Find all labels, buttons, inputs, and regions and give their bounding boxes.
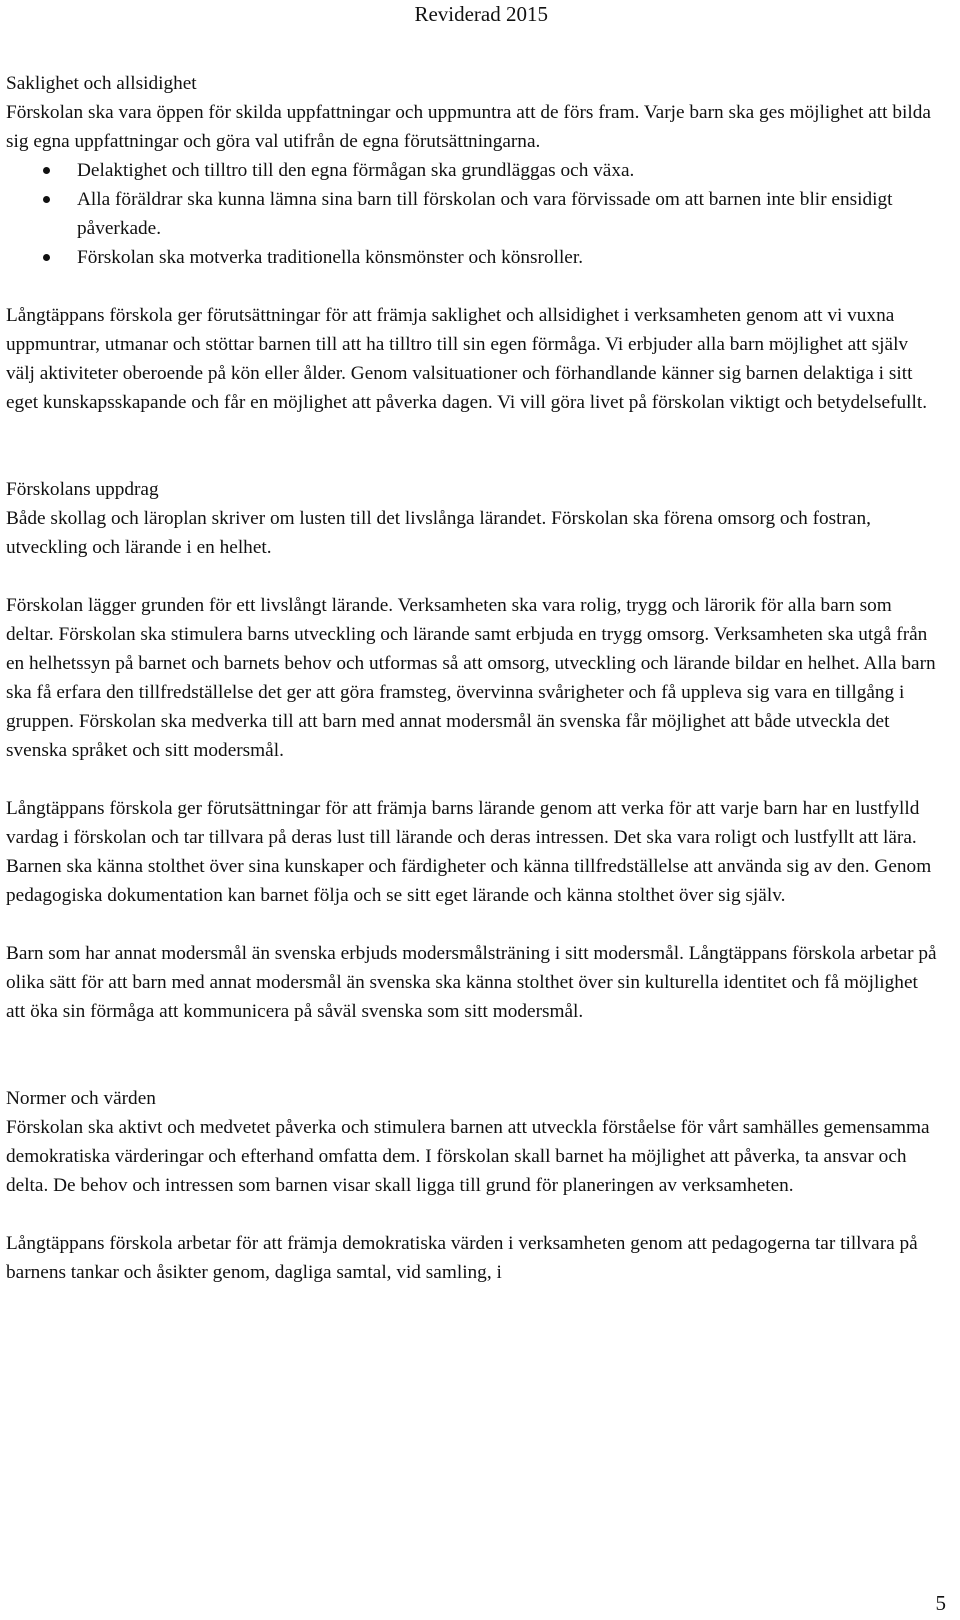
revision-header: Reviderad 2015	[414, 2, 548, 26]
list-item	[6, 156, 941, 185]
spacer	[6, 272, 941, 301]
spacer	[6, 910, 941, 939]
spacer	[6, 562, 941, 591]
list-item-text: Förskolan ska motverka traditionella könsmönster och könsroller.	[77, 247, 584, 268]
spacer	[6, 1200, 941, 1229]
section-heading-uppdrag: Förskolans uppdrag	[6, 479, 159, 500]
paragraph-uppdrag-3: Långtäppans förskola ger förutsättningar för att främja barns lärande genom att verka för att varje barn har en lustfylld vardag i förskolan och tar tillvara på deras lust till lärande och deras intressen. Det ska vara roligt och lustfyllt att lära. Barnen ska känna stolthet över sina kunskaper och färdigheter och känna tillfredställelse att använda sig av den. Genom pedagogiska dokumentation kan barnet följa och se sitt eget lärande och känna stolthet över sig själv.	[6, 798, 932, 906]
page-number: 5	[935, 1591, 946, 1615]
section-heading-saklighet: Saklighet och allsidighet	[6, 73, 197, 94]
list-item-text: Alla föräldrar ska kunna lämna sina barn till förskolan och vara förvissade om att barnen inte blir ensidigt påverkade.	[77, 189, 893, 239]
paragraph-normer-1: Förskolan ska aktivt och medvetet påverka och stimulera barnen att utveckla förståelse för vårt samhälles gemensamma demokratiska värderingar och efterhand omfatta dem. I förskolan skall barnet ha möjlighet att påverka, ta ansvar och delta. De behov och intressen som barnen visar skall ligga till grund för planeringen av verksamheten.	[6, 1117, 930, 1196]
bullet-icon	[43, 167, 50, 174]
bullet-list	[6, 156, 941, 272]
list-item-text: Delaktighet och tilltro till den egna förmågan ska grundläggas och växa.	[77, 160, 635, 181]
section-heading-normer: Normer och värden	[6, 1088, 156, 1109]
paragraph-normer-2: Långtäppans förskola arbetar för att främja demokratiska värden i verksamheten genom att pedagogerna tar tillvara på barnens tankar och åsikter genom, dagliga samtal, vid samling, i	[6, 1233, 918, 1283]
paragraph-uppdrag-2: Förskolan lägger grunden för ett livslångt lärande. Verksamheten ska vara rolig, trygg och lärorik för alla barn som deltar. Förskolan ska stimulera barns utveckling och lärande samt erbjuda en trygg omsorg. Verksamheten ska utgå från en helhetssyn på barnet och barnets behov och utformas så att omsorg, utveckling och lärande bildar en helhet. Alla barn ska få erfara den tillfredställelse det ger att göra framsteg, övervinna svårigheter och få uppleva sig vara en tillgång i gruppen. Förskolan ska medverka till att barn med annat modersmål än svenska får möjlighet att både utveckla det svenska språket och sitt modersmål.	[6, 595, 936, 761]
paragraph-saklighet-intro: Förskolan ska vara öppen för skilda uppfattningar och uppmuntra att de förs fram. Varje barn ska ges möjlighet att bilda sig egna uppfattningar och göra val utifrån de egna förutsättningarna.	[6, 102, 931, 152]
spacer	[6, 765, 941, 794]
page-content	[6, 69, 941, 1287]
bullet-icon	[43, 254, 50, 261]
list-item	[6, 243, 941, 272]
spacer	[6, 1026, 941, 1084]
spacer	[6, 417, 941, 475]
paragraph-uppdrag-1: Både skollag och läroplan skriver om lusten till det livslånga lärandet. Förskolan ska förena omsorg och fostran, utveckling och lärande i en helhet.	[6, 508, 871, 558]
paragraph-saklighet-langtappan: Långtäppans förskola ger förutsättningar för att främja saklighet och allsidighet i verksamheten genom att vi vuxna uppmuntrar, utmanar och stöttar barnen till att ha tilltro till sin egen förmåga. Vi erbjuder alla barn möjlighet att själv välj aktiviteter oberoende på kön eller ålder. Genom valsituationer och förhandlande känner sig barnen delaktiga i sitt eget kunskapsskapande och får en möjlighet att påverka dagen. Vi vill göra livet på förskolan viktigt och betydelsefullt.	[6, 305, 928, 413]
bullet-icon	[43, 196, 50, 203]
paragraph-uppdrag-4: Barn som har annat modersmål än svenska erbjuds modersmålsträning i sitt modersmål. Långtäppans förskola arbetar på olika sätt för att barn med annat modersmål än svenska ska känna stolthet över sin kulturella identitet och få möjlighet att öka sin förmåga att kommunicera på såväl svenska som sitt modersmål.	[6, 943, 937, 1022]
list-item	[6, 185, 941, 243]
